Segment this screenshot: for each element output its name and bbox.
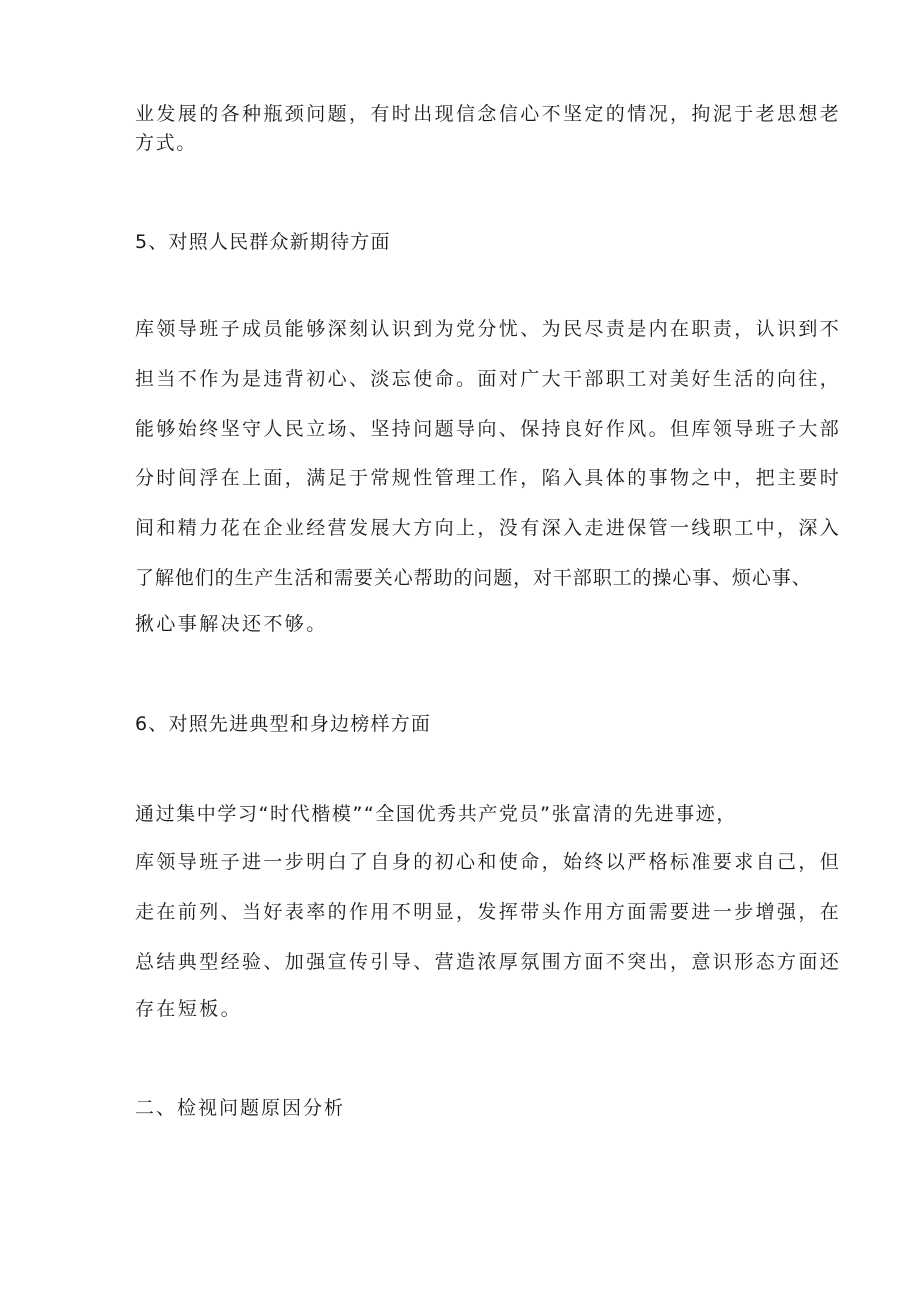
- paragraph-5-line-6: 了解他们的生产生活和需要关心帮助的问题，对干部职工的操心事、烦心事、: [135, 567, 812, 589]
- paragraph-5-line-5: 间和精力花在企业经营发展大方向上，没有深入走进保管一线职工中，深入: [135, 517, 842, 539]
- paragraph-6-line-2: 库领导班子进一步明白了自身的初心和使命，始终以严格标准要求自己，但: [135, 851, 842, 873]
- paragraph-5-line-1: 库领导班子成员能够深刻认识到为党分忧、为民尽责是内在职责，认识到不: [135, 318, 842, 340]
- paragraph-6-line-1: 通过集中学习“时代楷模”“全国优秀共产党员”张富清的先进事迹，: [135, 803, 737, 825]
- paragraph-intro-line-2: 方式。: [135, 132, 197, 154]
- section-heading-5: 5、对照人民群众新期待方面: [135, 231, 391, 253]
- section-heading-6: 6、对照先进典型和身边榜样方面: [135, 713, 432, 735]
- paragraph-5-line-3: 能够始终坚守人民立场、坚持问题导向、保持良好作风。但库领导班子大部: [135, 418, 842, 440]
- section-heading-2: 二、检视问题原因分析: [135, 1097, 346, 1119]
- paragraph-intro-line-1: 业发展的各种瓶颈问题，有时出现信念信心不坚定的情况，拘泥于老思想老: [135, 103, 842, 125]
- paragraph-6-line-4: 总结典型经验、加强宣传引导、营造浓厚氛围方面不突出，意识形态方面还: [135, 951, 842, 973]
- paragraph-6-line-3: 走在前列、当好表率的作用不明显，发挥带头作用方面需要进一步增强，在: [135, 901, 842, 923]
- paragraph-5-line-7: 揪心事解决还不够。: [135, 613, 328, 635]
- paragraph-6-line-5: 存在短板。: [135, 998, 243, 1020]
- paragraph-5-line-2: 担当不作为是违背初心、淡忘使命。面对广大干部职工对美好生活的向往，: [135, 368, 842, 390]
- paragraph-5-line-4: 分时间浮在上面，满足于常规性管理工作，陷入具体的事物之中，把主要时: [135, 467, 842, 489]
